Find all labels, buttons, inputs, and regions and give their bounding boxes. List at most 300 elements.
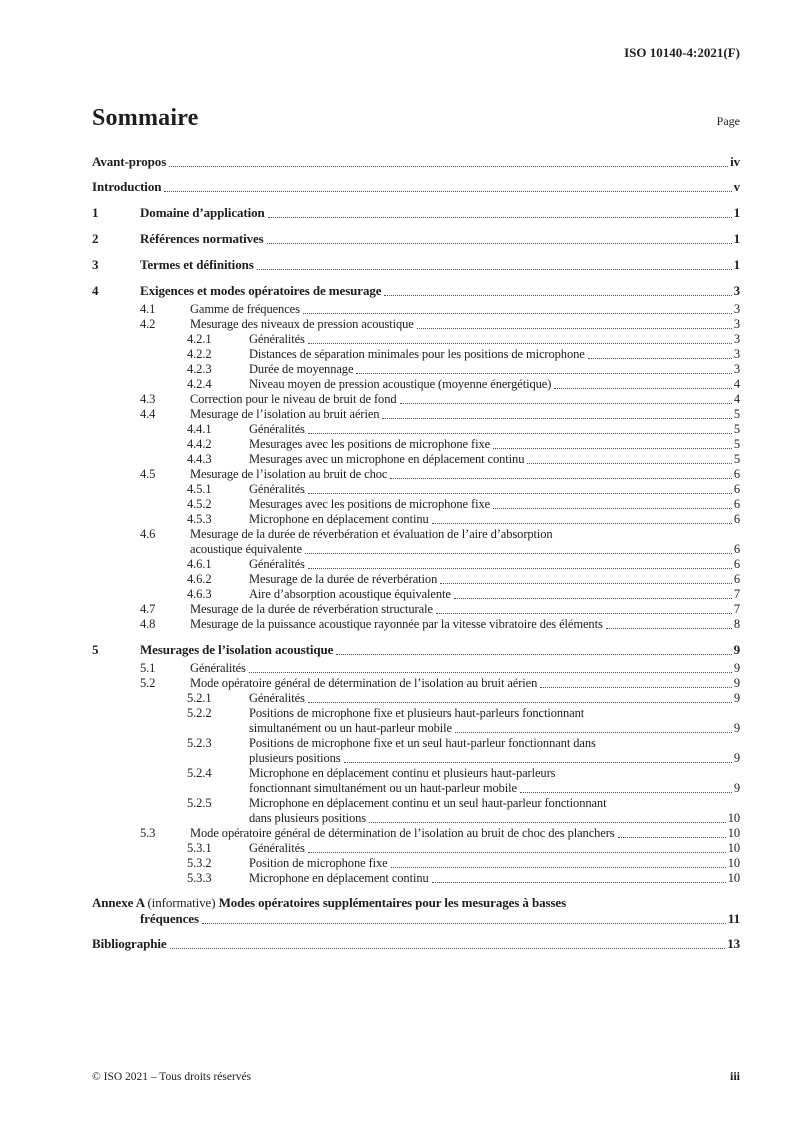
dot-leader [390,478,732,479]
toc-entry-body [190,392,740,407]
toc-entry-body [190,826,740,841]
toc-entry-page-number: 10 [727,841,740,855]
dot-leader [455,732,732,733]
toc-entry-page-number: 9 [733,781,740,795]
toc-entry-line1 [190,676,740,691]
toc-entry-title: Généralités [249,332,305,346]
toc-entry[interactable] [92,841,740,856]
page-header [92,45,740,61]
toc-entry-title: Microphone en déplacement continu et plusieurs haut-parleurs [249,766,556,780]
toc-entry-title: Mesurages avec un microphone en déplacement continu [249,452,525,466]
toc-entry-title: Mesurages avec les positions de microphone fixe [249,497,491,511]
toc-entry-number: 4.2.1 [187,332,212,346]
toc-entry[interactable] [92,512,740,527]
toc-entry[interactable] [92,482,740,497]
toc-entry-title-continuation: fonctionnant simultanément ou un haut-parleur mobile [249,781,517,795]
toc-entry[interactable] [92,452,740,467]
toc-entry-title: Gamme de fréquences [190,302,300,316]
toc-entry[interactable] [92,527,740,557]
toc-entry-title: Généralités [249,422,305,436]
toc-entry[interactable] [92,179,740,195]
toc-entry-number: 4.1 [140,302,156,316]
toc-entry-title: Modes opératoires supplémentaires pour les mesurages à basses [218,895,567,910]
toc-entry-page-number: 11 [727,911,740,926]
toc-entry-number: 4.6 [140,527,156,541]
page-title: Sommaire [92,105,199,131]
toc-entry[interactable] [92,895,740,927]
toc-list [92,154,740,952]
toc-entry-body [249,557,740,572]
dot-leader [540,687,732,688]
dot-leader [606,628,732,629]
toc-entry-page-number: 8 [733,617,740,631]
toc-entry-line2 [249,721,740,736]
toc-entry-line1 [92,154,740,170]
toc-entry-body [249,482,740,497]
toc-entry[interactable] [92,392,740,407]
toc-entry-page-number: 1 [733,257,740,272]
toc-entry-number: 4.8 [140,617,156,631]
toc-entry[interactable] [92,691,740,706]
toc-entry-line2 [92,911,740,927]
toc-entry-title: Mesurages de l’isolation acoustique [140,642,334,657]
toc-entry-page-number: 3 [733,347,740,361]
toc-entry[interactable] [92,856,740,871]
toc-entry-title: Domaine d’application [140,205,265,220]
toc-entry-line1 [249,332,740,347]
toc-entry-body [190,317,740,332]
toc-entry-title-continuation: fréquences [140,911,199,926]
toc-entry-page-number: 1 [733,205,740,220]
toc-entry-title: Introduction [92,179,162,194]
toc-entry-line1 [190,302,740,317]
toc-entry[interactable] [92,936,740,952]
toc-entry-number: 4.6.3 [187,587,212,601]
dot-leader [417,328,732,329]
toc-entry-number: 5.2.3 [187,736,212,750]
toc-entry-line1 [249,587,740,602]
toc-entry-line1 [92,936,740,952]
toc-entry-number: 4.2 [140,317,156,331]
dot-leader [618,837,726,838]
toc-entry-body [249,437,740,452]
toc-entry-line1 [249,736,740,751]
toc-entry-line1 [249,691,740,706]
toc-entry-body [249,572,740,587]
toc-entry-page-number: 6 [733,572,740,586]
toc-entry-page-number: 1 [733,231,740,246]
toc-entry-number: 4.4.3 [187,452,212,466]
toc-entry-body [190,602,740,617]
toc-entry-page-number: 4 [733,392,740,406]
toc-entry-number: 4.4 [140,407,156,421]
toc-entry-number: 5.2.2 [187,706,212,720]
toc-entry-number: 5.2.4 [187,766,212,780]
toc-entry-page-number: 5 [733,437,740,451]
toc-entry-line1 [92,895,740,911]
toc-entry[interactable] [92,317,740,332]
dot-leader [308,433,732,434]
toc-entry-page-number: 6 [733,557,740,571]
dot-leader [164,191,731,192]
toc-entry-body [140,642,740,658]
dot-leader [384,295,731,296]
toc-entry-title: Mesurages avec les positions de microphone fixe [249,437,491,451]
toc-entry-title: Bibliographie [92,936,167,951]
toc-entry-body [190,676,740,691]
toc-entry-number: 5.3.2 [187,856,212,870]
toc-entry-body [249,452,740,467]
toc-entry-title: Mode opératoire général de détermination de l’isolation au bruit de choc des planchers [190,826,615,840]
toc-entry-body [249,377,740,392]
toc-entry-page-number: 3 [733,332,740,346]
toc-entry[interactable] [92,422,740,437]
toc-entry-page-number: 10 [727,811,740,825]
toc-entry-title: Correction pour le niveau de bruit de fond [190,392,397,406]
toc-entry[interactable] [92,497,740,512]
toc-entry-line1 [140,283,740,299]
toc-entry-line2 [249,781,740,796]
dot-leader [382,418,731,419]
dot-leader [249,672,732,673]
toc-entry-title: Positions de microphone fixe et un seul haut-parleur fonctionnant dans [249,736,596,750]
toc-entry-page-number: 13 [727,936,740,951]
toc-entry[interactable] [92,736,740,766]
dot-leader [308,493,732,494]
dot-leader [308,343,732,344]
toc-entry-line1 [249,512,740,527]
page-column-label: Page [716,114,740,128]
toc-entry-number: 5.2.5 [187,796,212,810]
toc-entry-number: 4.2.2 [187,347,212,361]
dot-leader [169,166,728,167]
toc-entry-title: Position de microphone fixe [249,856,388,870]
toc-entry-body [190,467,740,482]
toc-entry[interactable] [92,676,740,691]
toc-entry-page-number: 7 [733,602,740,616]
toc-entry-page-number: 6 [733,542,740,556]
toc-entry-number: 5.3 [140,826,156,840]
toc-entry[interactable] [92,332,740,347]
toc-entry[interactable] [92,766,740,796]
toc-entry-title: Termes et définitions [140,257,254,272]
toc-entry-line1 [249,557,740,572]
toc-entry-number: 4.7 [140,602,156,616]
toc-entry[interactable] [92,661,740,676]
toc-entry-page-number: 9 [733,676,740,690]
toc-entry-title-continuation: plusieurs positions [249,751,341,765]
dot-leader [554,388,732,389]
toc-entry-title: Microphone en déplacement continu [249,512,429,526]
toc-entry-title: Microphone en déplacement continu et un seul haut-parleur fonctionnant [249,796,607,810]
toc-entry-line1 [190,407,740,422]
toc-entry-title: Mesurage des niveaux de pression acoustique [190,317,414,331]
document-reference: ISO 10140-4:2021(F) [624,45,740,60]
dot-leader [356,373,731,374]
dot-leader [303,313,732,314]
toc-entry[interactable] [92,796,740,826]
toc-entry-title: Durée de moyennage [249,362,354,376]
toc-entry-body [249,497,740,512]
toc-entry-line1 [249,497,740,512]
toc-entry-line1 [190,617,740,632]
toc-entry-body [190,407,740,422]
toc-entry[interactable] [92,602,740,617]
toc-entry-title: Généralités [249,691,305,705]
toc-entry-line1 [140,642,740,658]
toc-entry-body [249,871,740,886]
dot-leader [440,583,732,584]
toc-entry-page-number: 10 [727,856,740,870]
toc-entry-title: Positions de microphone fixe et plusieurs haut-parleurs fonctionnant [249,706,585,720]
toc-entry-line1 [249,347,740,362]
toc-entry[interactable] [92,617,740,632]
dot-leader [588,358,732,359]
toc-entry-title: Généralités [249,557,305,571]
toc-entry-page-number: 5 [733,422,740,436]
toc-entry-number: 5.3.1 [187,841,212,855]
dot-leader [493,448,732,449]
toc-entry-title: Mesurage de l’isolation au bruit de choc [190,467,388,481]
toc-entry-number: 5.1 [140,661,156,675]
toc-entry-page-number: 4 [733,377,740,391]
toc-entry-page-number: 10 [727,871,740,885]
toc-entry-title: Annexe A [92,895,148,910]
toc-entry-body [249,766,740,796]
toc-entry-body [140,205,740,221]
page-footer [92,1069,740,1084]
toc-entry-line1 [249,482,740,497]
toc-entry-line1 [249,377,740,392]
toc-entry-body [249,512,740,527]
toc-entry-number: 1 [92,205,99,220]
toc-entry-title: Distances de séparation minimales pour les positions de microphone [249,347,585,361]
toc-entry-body [249,422,740,437]
toc-entry-title-continuation: simultanément ou un haut-parleur mobile [249,721,452,735]
dot-leader [344,762,732,763]
toc-entry-body [249,587,740,602]
toc-entry-title: Mesurage de la puissance acoustique rayonnée par la vitesse vibratoire des éléments [190,617,603,631]
toc-entry-body [92,936,740,952]
toc-entry-line1 [190,467,740,482]
toc-entry-number: 5.2 [140,676,156,690]
toc-entry-body [249,347,740,362]
toc-entry[interactable] [92,437,740,452]
toc-entry[interactable] [92,407,740,422]
folio-page-number: iii [729,1069,740,1083]
toc-entry-line1 [190,527,740,542]
toc-entry-body [249,841,740,856]
toc-entry-line1 [249,841,740,856]
toc-entry-title: Mode opératoire général de détermination de l’isolation au bruit aérien [190,676,538,690]
toc-entry[interactable] [92,706,740,736]
toc-entry-body [140,231,740,247]
toc-entry-number: 4 [92,283,99,298]
dot-leader [527,463,731,464]
toc-entry[interactable] [92,467,740,482]
toc-entry-page-number: 3 [733,317,740,331]
toc-entry-body [140,283,740,299]
toc-entry-page-number: 5 [733,452,740,466]
toc-entry-line1 [249,856,740,871]
dot-leader [268,217,732,218]
toc-entry-number: 2 [92,231,99,246]
toc-entry-body [190,302,740,317]
dot-leader [454,598,732,599]
toc-entry-number: 4.2.4 [187,377,212,391]
dot-leader [493,508,732,509]
toc-entry-line1 [249,452,740,467]
toc-entry-title-continuation: acoustique équivalente [190,542,302,556]
toc-entry-body [249,706,740,736]
toc-entry-title: Mesurage de la durée de réverbération [249,572,438,586]
dot-leader [391,867,726,868]
toc-entry-body [190,527,740,557]
toc-entry-body [140,257,740,273]
toc-entry-page-number: 6 [733,497,740,511]
dot-leader [432,882,726,883]
toc-entry-title: Généralités [249,482,305,496]
toc-entry-line1 [249,871,740,886]
toc-entry[interactable] [92,826,740,841]
toc-entry-number: 4.5.2 [187,497,212,511]
toc-entry-line1 [249,766,740,781]
toc-entry[interactable] [92,871,740,886]
toc-entry[interactable] [92,154,740,170]
toc-entry-number: 5.2.1 [187,691,212,705]
toc-entry-page-number: 10 [727,826,740,840]
toc-entry-line1 [190,317,740,332]
toc-entry-body [249,796,740,826]
toc-entry-number: 5 [92,642,99,657]
dot-leader [336,654,731,655]
toc-entry[interactable] [92,205,740,221]
toc-entry-page-number: 7 [733,587,740,601]
toc-entry-body [249,332,740,347]
toc-entry-title: Généralités [249,841,305,855]
toc-entry-line1 [249,362,740,377]
toc-entry-line1 [140,257,740,273]
toc-entry-line1 [190,602,740,617]
toc-entry-body [249,362,740,377]
toc-entry[interactable] [92,572,740,587]
copyright-notice: © ISO 2021 – Tous droits réservés [92,1071,252,1083]
toc-entry-number: 4.6.2 [187,572,212,586]
toc-entry-line1 [249,572,740,587]
dot-leader [170,948,726,949]
toc-entry-title: Exigences et modes opératoires de mesurage [140,283,382,298]
toc-entry-title: (informative) [147,895,219,910]
toc-entry-page-number: 9 [733,751,740,765]
toc-entry-body [249,856,740,871]
toc-entry[interactable] [92,347,740,362]
toc-entry-body [190,617,740,632]
toc-entry[interactable] [92,283,740,299]
toc-entry-number: 4.2.3 [187,362,212,376]
dot-leader [520,792,732,793]
toc-entry-line1 [190,661,740,676]
toc-entry[interactable] [92,377,740,392]
toc-entry-title: Aire d’absorption acoustique équivalente [249,587,451,601]
toc-entry-number: 4.4.1 [187,422,212,436]
toc-entry-title: Microphone en déplacement continu [249,871,429,885]
toc-entry[interactable] [92,642,740,658]
toc-entry-title: Généralités [190,661,246,675]
toc-entry[interactable] [92,587,740,602]
toc-entry-number: 4.5.3 [187,512,212,526]
toc-entry-page-number: 6 [733,467,740,481]
toc-entry-body [190,661,740,676]
toc-entry-page-number: v [733,179,740,194]
toc-entry-body [249,691,740,706]
toc-entry-page-number: 9 [733,661,740,675]
toc-entry-line2 [249,811,740,826]
toc-entry-line1 [140,205,740,221]
toc-entry-line1 [190,826,740,841]
toc-entry-page-number: 3 [733,302,740,316]
toc-entry-number: 5.3.3 [187,871,212,885]
dot-leader [308,852,726,853]
toc-entry[interactable] [92,231,740,247]
toc-entry-line2 [249,751,740,766]
toc-entry-page-number: 9 [733,691,740,705]
toc-entry-number: 3 [92,257,99,272]
toc-entry-body [92,179,740,195]
dot-leader [305,553,732,554]
dot-leader [308,702,732,703]
toc-entry-number: 4.6.1 [187,557,212,571]
toc-entry-page-number: 9 [733,721,740,735]
dot-leader [257,269,732,270]
toc-entry-page-number: 3 [733,283,740,298]
toc-entry-title-continuation: dans plusieurs positions [249,811,367,825]
dot-leader [308,568,732,569]
toc-entry-number: 4.3 [140,392,156,406]
toc-entry-title: Mesurage de la durée de réverbération structurale [190,602,433,616]
toc-entry-page-number: 9 [733,642,740,657]
toc-entry-body [92,154,740,170]
toc-entry-title: Mesurage de l’isolation au bruit aérien [190,407,380,421]
toc-entry-title: Mesurage de la durée de réverbération et évaluation de l’aire d’absorption [190,527,553,541]
toc-entry-page-number: 3 [733,362,740,376]
toc-entry-line1 [140,231,740,247]
toc-entry-number: 4.4.2 [187,437,212,451]
dot-leader [436,613,732,614]
toc-entry[interactable] [92,302,740,317]
toc-entry-body [249,736,740,766]
toc-entry-line1 [249,706,740,721]
toc-entry-page-number: 6 [733,482,740,496]
dot-leader [400,403,732,404]
dot-leader [432,523,732,524]
dot-leader [267,243,732,244]
dot-leader [369,822,726,823]
toc-title-bar [92,105,740,132]
toc-entry-line1 [249,796,740,811]
toc-entry-title: Références normatives [140,231,264,246]
toc-entry-line2 [190,542,740,557]
toc-entry[interactable] [92,257,740,273]
toc-entry[interactable] [92,362,740,377]
toc-entry-number: 4.5.1 [187,482,212,496]
dot-leader [202,923,726,924]
toc-entry[interactable] [92,557,740,572]
toc-entry-title: Niveau moyen de pression acoustique (moyenne énergétique) [249,377,552,391]
toc-entry-page-number: iv [730,154,740,169]
toc-entry-number: 4.5 [140,467,156,481]
toc-entry-line1 [92,179,740,195]
toc-entry-page-number: 6 [733,512,740,526]
